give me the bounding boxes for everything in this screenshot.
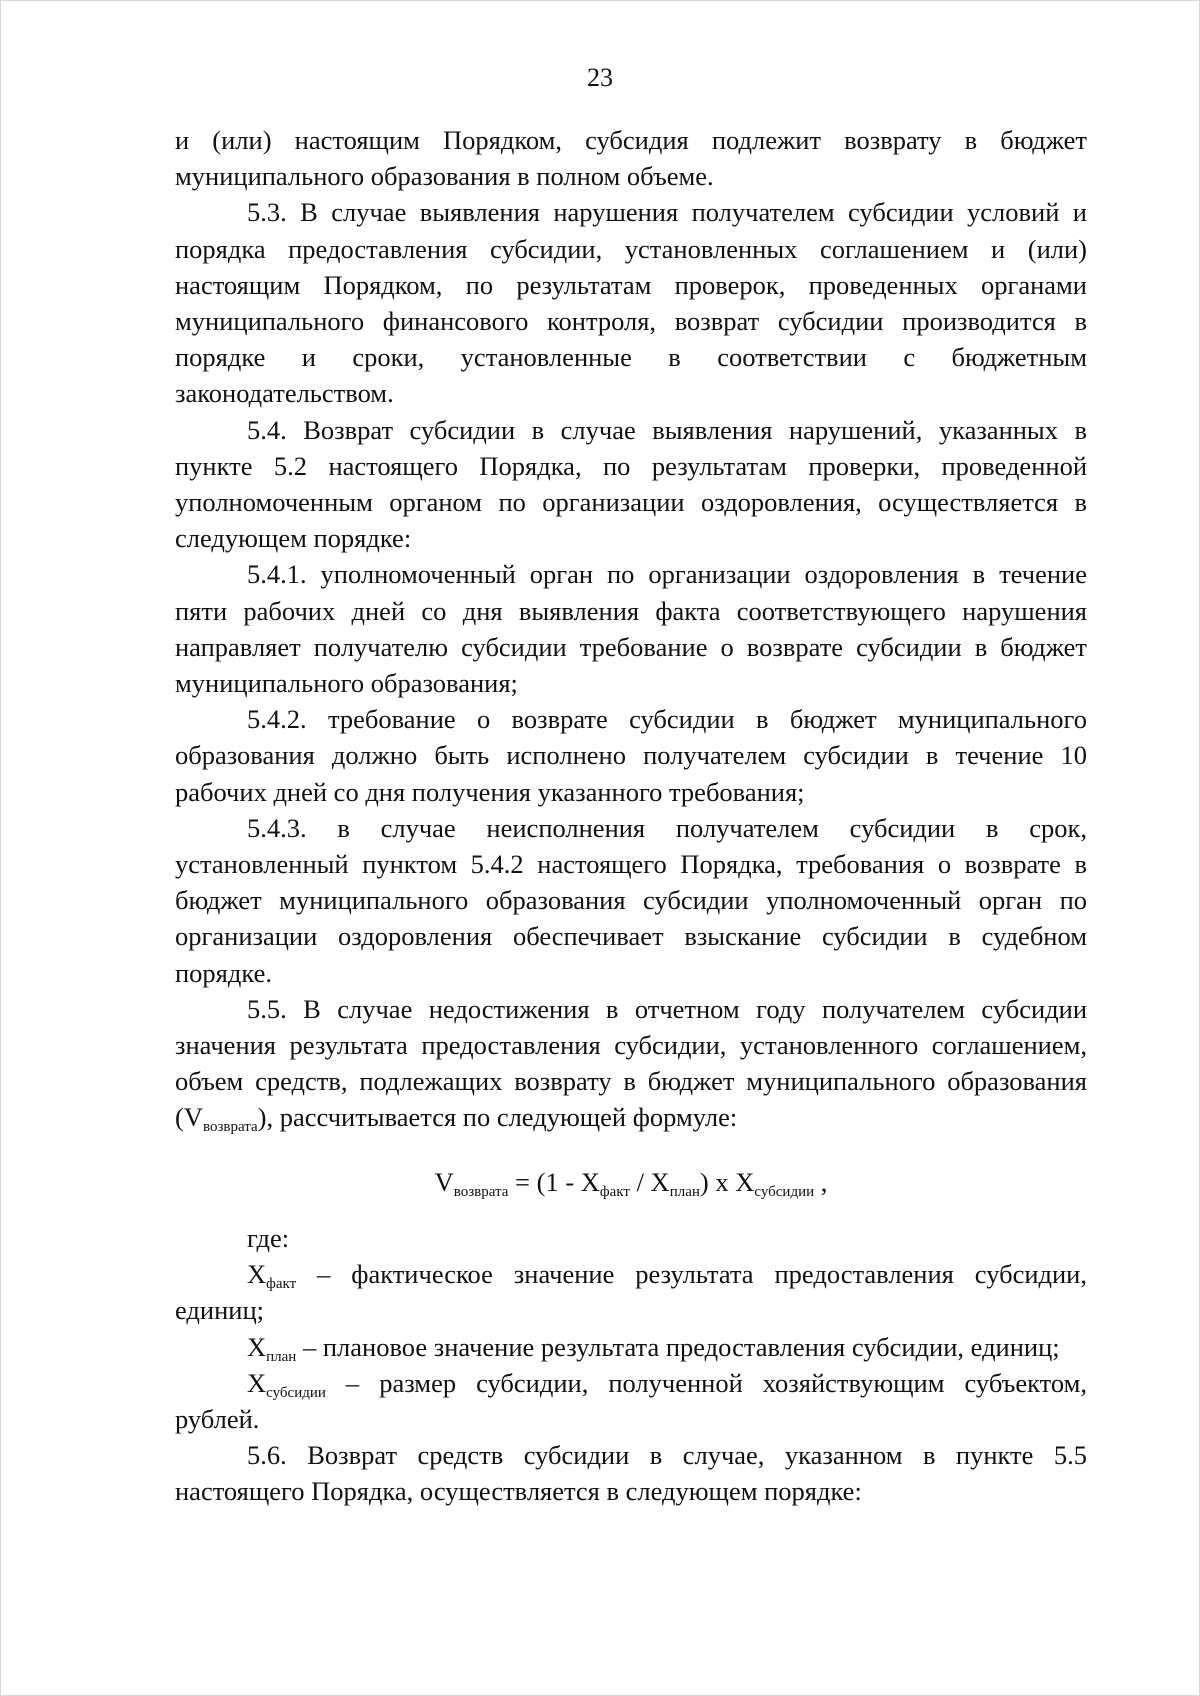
paragraph-5-4-3: 5.4.3. в случае неисполнения получателем субсидии в срок, установленный пунктом 5.4.2 настоящего Порядка, требования о возврате в бюджет муниципального образования субсидии уполномоченный орган по организации оздоровления обеспечивает взыскание субсидии в судебном порядке. bbox=[175, 812, 1087, 988]
paragraph-5-6: 5.6. Возврат средств субсидии в случае, указанном в пункте 5.5 настоящего Порядка, осуществляется в следующем порядке: bbox=[175, 1440, 1087, 1507]
formula-part-3: ) x X bbox=[699, 1166, 755, 1197]
document-body bbox=[175, 122, 1087, 1510]
definition-fact bbox=[175, 1256, 1087, 1328]
definition-plan-subscript: план bbox=[266, 1348, 297, 1365]
paragraph-5-5 bbox=[175, 991, 1087, 1136]
formula-part-2: / X bbox=[629, 1166, 670, 1197]
formula-fact-subscript: факт bbox=[599, 1183, 630, 1200]
definition-subsidy bbox=[175, 1365, 1087, 1437]
definition-fact-subscript: факт bbox=[266, 1276, 297, 1293]
formula-v: V bbox=[434, 1166, 454, 1197]
definition-fact-symbol: X bbox=[247, 1259, 267, 1290]
paragraph-5-4: 5.4. Возврат субсидии в случае выявления нарушений, указанных в пункте 5.2 настоящего Порядка, по результатам проверки, проведенной уполномоченным органом по организации оздоровления, осуществляется в следующем порядке: bbox=[175, 414, 1087, 554]
definition-plan-symbol: X bbox=[247, 1331, 267, 1362]
page-number: 23 bbox=[587, 63, 613, 92]
formula-part-1: = (1 - X bbox=[508, 1166, 600, 1197]
paragraph-5-3: 5.3. В случае выявления нарушения получателем субсидии условий и порядка предоставления субсидии, установленных соглашением и (или) настоящим Порядком, по результатам проверок, проведенных органами муниципального финансового контроля, возврат субсидии производится в порядке и сроки, установленные в соответствии с бюджетным законодательством. bbox=[175, 197, 1087, 409]
definition-fact-text: – фактическое значение результата предоставления субсидии, единиц; bbox=[175, 1259, 1087, 1326]
definition-subsidy-text: – размер субсидии, полученной хозяйствующим субъектом, рублей. bbox=[175, 1367, 1087, 1434]
paragraph-5-5-subscript: возврата bbox=[202, 1119, 258, 1136]
formula-v-subscript: возврата bbox=[453, 1183, 509, 1200]
paragraph-5-4-1: 5.4.1. уполномоченный орган по организации оздоровления в течение пяти рабочих дней со дня выявления факта соответствующего нарушения направляет получателю субсидии требование о возврате субсидии в бюджет муниципального образования; bbox=[175, 559, 1087, 699]
definition-subsidy-symbol: X bbox=[247, 1367, 267, 1398]
definition-subsidy-subscript: субсидии bbox=[266, 1384, 326, 1401]
formula-subsidy-subscript: субсидии bbox=[754, 1183, 815, 1200]
where-label: где: bbox=[247, 1222, 290, 1253]
definition-plan-text: – плановое значение результата предоставления субсидии, единиц; bbox=[296, 1331, 1060, 1362]
formula-part-4: , bbox=[814, 1166, 828, 1197]
definition-plan bbox=[175, 1329, 1087, 1365]
paragraph-5-4-2: 5.4.2. требование о возврате субсидии в бюджет муниципального образования должно быть исполнено получателем субсидии в течение 10 рабочих дней со дня получения указанного требования; bbox=[175, 704, 1087, 807]
formula-plan-subscript: план bbox=[669, 1183, 700, 1200]
paragraph-5-5-text-b: ), рассчитывается по следующей формуле: bbox=[257, 1102, 738, 1133]
paragraph-5-5-text-a: 5.5. В случае недостижения в отчетном году получателем субсидии значения результата предоставления субсидии, установленного соглашением, объем средств, подлежащих возврату в бюджет муниципального образования (V bbox=[175, 993, 1087, 1133]
paragraph-continuation: и (или) настоящим Порядком, субсидия подлежит возврату в бюджет муниципального образования в полном объеме. bbox=[175, 125, 1087, 192]
formula bbox=[175, 1164, 1087, 1200]
